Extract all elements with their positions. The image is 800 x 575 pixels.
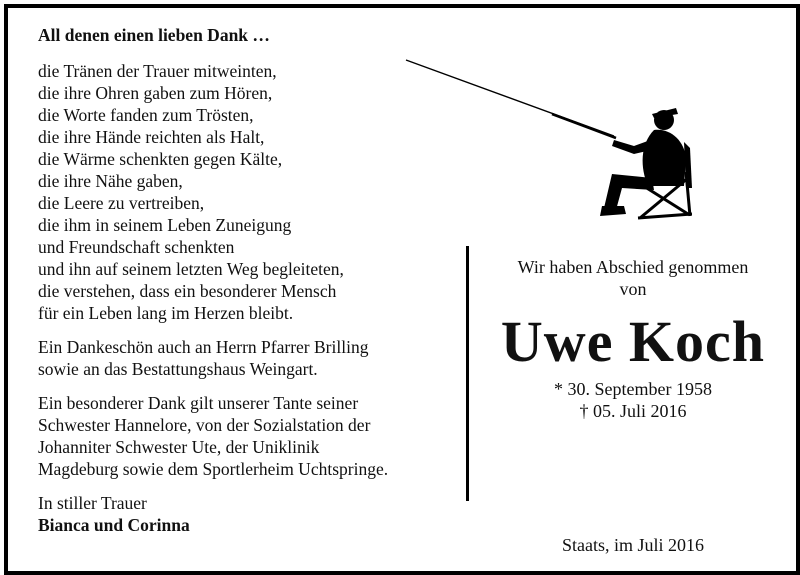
signers-text: Bianca und Corinna: [38, 515, 190, 535]
special-thanks: [38, 392, 468, 480]
special-line: Ein besonderer Dank gilt unserer Tante seiner: [38, 393, 359, 413]
deceased-name: Uwe Koch: [500, 309, 766, 374]
poem-line: und ihn auf seinem letzten Weg begleiteten,: [38, 259, 344, 279]
poem-line: die Tränen der Trauer mitweinten,: [38, 61, 277, 81]
poem-line: die ihre Ohren gaben zum Hören,: [38, 83, 273, 103]
special-line: Johanniter Schwester Ute, der Uniklinik: [38, 437, 320, 457]
poem-line: die Worte fanden zum Trösten,: [38, 105, 254, 125]
life-dates: [470, 378, 796, 422]
intro-line: Wir haben Abschied genommen: [517, 257, 749, 277]
birth-date: * 30. September 1958: [554, 379, 712, 399]
intro-line: von: [619, 279, 647, 299]
poem-line: und Freundschaft schenkten: [38, 237, 235, 257]
poem-line: für ein Leben lang im Herzen bleibt.: [38, 303, 294, 323]
poem-line: die verstehen, dass ein besonderer Mensch: [38, 281, 337, 301]
closing-text: In stiller Trauer: [38, 493, 147, 513]
special-line: Magdeburg sowie dem Sportlerheim Uchtspringe.: [38, 459, 389, 479]
thanks-heading: All denen einen lieben Dank …: [38, 25, 270, 45]
column-divider: [466, 246, 469, 501]
place-date: Staats, im Juli 2016: [561, 535, 704, 555]
farewell-intro: [470, 256, 796, 300]
pastor-thanks: [38, 336, 468, 380]
poem-line: die ihm in seinem Leben Zuneigung: [38, 215, 292, 235]
pastor-line: Ein Dankeschön auch an Herrn Pfarrer Brilling: [38, 337, 369, 357]
poem-line: die Leere zu vertreiben,: [38, 193, 205, 213]
signature-block: [38, 492, 468, 536]
fisherman-silhouette-icon: [402, 48, 692, 228]
obituary-card: [4, 4, 800, 575]
poem-line: die Wärme schenkten gegen Kälte,: [38, 149, 283, 169]
pastor-line: sowie an das Bestattungshaus Weingart.: [38, 359, 318, 379]
special-line: Schwester Hannelore, von der Sozialstation der: [38, 415, 371, 435]
poem-line: die ihre Nähe gaben,: [38, 171, 183, 191]
death-date: † 05. Juli 2016: [579, 401, 687, 421]
poem-line: die ihre Hände reichten als Halt,: [38, 127, 265, 147]
